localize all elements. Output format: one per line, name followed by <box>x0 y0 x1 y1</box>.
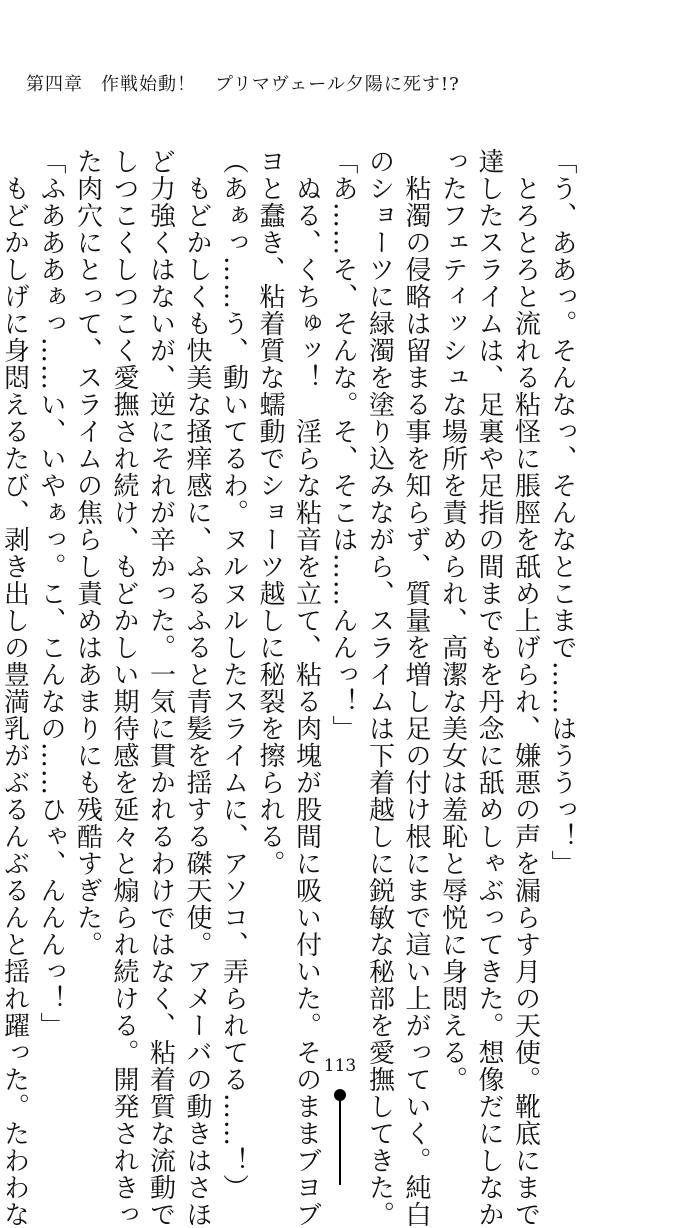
text-line: もどかしくも快美な掻痒感に、ふるふると青髪を揺する磔天使。アメーバの動きはさほ <box>182 148 212 1228</box>
text-line: 「ふあああぁっ……い、いやぁっ。こ、こんなの……ひゃ、んんんっ！」 <box>36 148 66 1039</box>
text-line: ど力強くはないが、逆にそれが辛かった。一気に貫かれるわけではなく、粘着質な流動で <box>145 148 176 1228</box>
text-line: ったフェティッシュな場所を責められ、高潔な美女は羞恥と辱悦に身悶える。 <box>437 148 468 1093</box>
chapter-title: 作戦始動！ プリマヴェール夕陽に死す!? <box>101 74 460 95</box>
text-line: 粘濁の侵略は留まる事を知らず、質量を増し足の付け根にまで這い上がっていく。純白 <box>401 148 431 1228</box>
page-number: 113 <box>323 1056 357 1076</box>
footer-rule <box>339 1100 341 1185</box>
text-line: た肉穴にとって、スライムの焦らし責めはあまりにも残酷すぎた。 <box>72 148 103 958</box>
text-line: ヨと蠢き、粘着質な蠕動でショーツ越しに秘裂を擦られる。 <box>255 148 285 877</box>
text-line: もどかしげに身悶えるたび、剥き出しの豊満乳がぶるんぶるんと揺れ躍った。たわわな <box>0 148 30 1228</box>
text-line: （あぁっ……う、動いてるわ。ヌルヌルしたスライムに、アソコ、弄られてる……！） <box>218 148 249 1201</box>
text-line: 「う、ああっ。そんなっ、そんなとこまで……はううっ！」 <box>547 148 577 877</box>
text-line: ぬる、くちゅッ！ 淫らな粘音を立て、粘る肉塊が股間に吸い付いた。そのままブヨブ <box>291 148 322 1228</box>
text-line: 達したスライムは、足裏や足指の間までもを丹念に舐めしゃぶってきた。想像だにしなか <box>474 148 504 1228</box>
text-line: のショーツに緑濁を塗り込みながら、スライムは下着越しに鋭敏な秘部を愛撫してきた。 <box>364 148 395 1228</box>
running-header <box>26 70 460 96</box>
text-line: しつこくしつこく愛撫され続け、もどかしい期待感を延々と煽られ続ける。開発されきっ <box>109 148 139 1228</box>
chapter-number: 第四章 <box>26 74 83 95</box>
page-footer <box>0 1056 680 1076</box>
text-line: とろとろと流れる粘怪に脹脛を舐め上げられ、嫌悪の声を漏らす月の天使。靴底にまで <box>510 148 541 1228</box>
text-line: 「あ……そ、そんな。そ、そこは……んんっ！」 <box>328 148 358 742</box>
